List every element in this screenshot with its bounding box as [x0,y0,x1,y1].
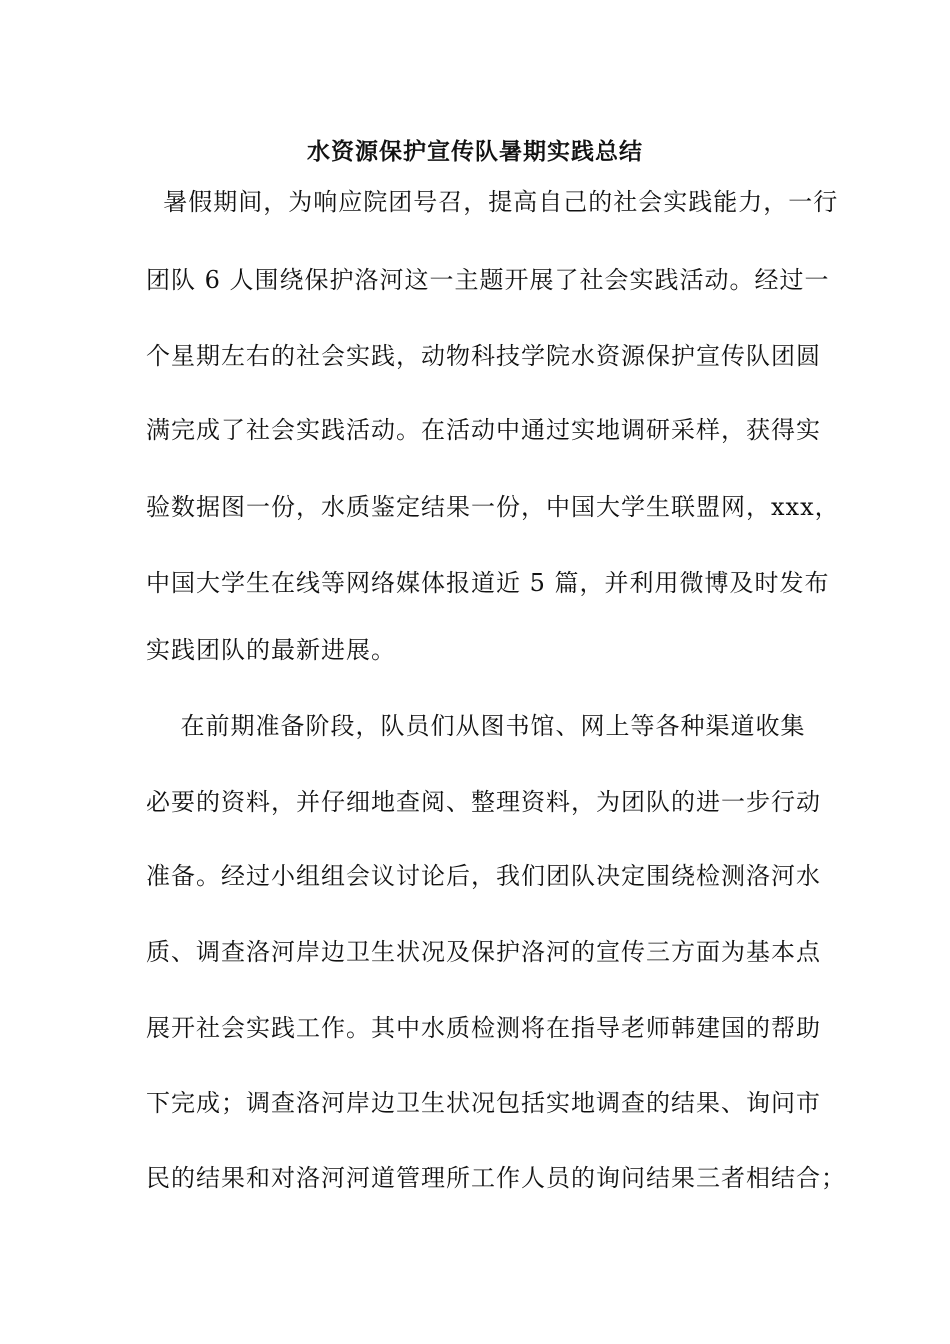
paragraph-1-line: 团队 6 人围绕保护洛河这一主题开展了社会实践活动。经过一 [146,266,830,294]
paragraph-2-line: 准备。经过小组组会议讨论后，我们团队决定围绕检测洛河水 [146,862,821,890]
paragraph-1-line: 验数据图一份，水质鉴定结果一份，中国大学生联盟网，xxx， [146,493,840,521]
paragraph-1-line: 实践团队的最新进展。 [146,636,396,664]
paragraph-2-line: 民的结果和对洛河河道管理所工作人员的询问结果三者相结合； [146,1164,846,1192]
paragraph-2-line: 在前期准备阶段，队员们从图书馆、网上等各种渠道收集 [146,712,806,740]
paragraph-2-line: 下完成；调查洛河岸边卫生状况包括实地调查的结果、询问市 [146,1089,821,1117]
paragraph-2-line: 质、调查洛河岸边卫生状况及保护洛河的宣传三方面为基本点 [146,938,821,966]
paragraph-1-line: 暑假期间，为响应院团号召，提高自己的社会实践能力，一行 [146,188,839,216]
paragraph-1-line: 满完成了社会实践活动。在活动中通过实地调研采样，获得实 [146,416,821,444]
document-title: 水资源保护宣传队暑期实践总结 [307,138,643,165]
paragraph-2-line: 必要的资料，并仔细地查阅、整理资料，为团队的进一步行动 [146,788,821,816]
paragraph-2-line: 展开社会实践工作。其中水质检测将在指导老师韩建国的帮助 [146,1014,821,1042]
paragraph-1-line: 个星期左右的社会实践，动物科技学院水资源保护宣传队团圆 [146,342,821,370]
paragraph-1-line: 中国大学生在线等网络媒体报道近 5 篇，并利用微博及时发布 [146,569,830,597]
